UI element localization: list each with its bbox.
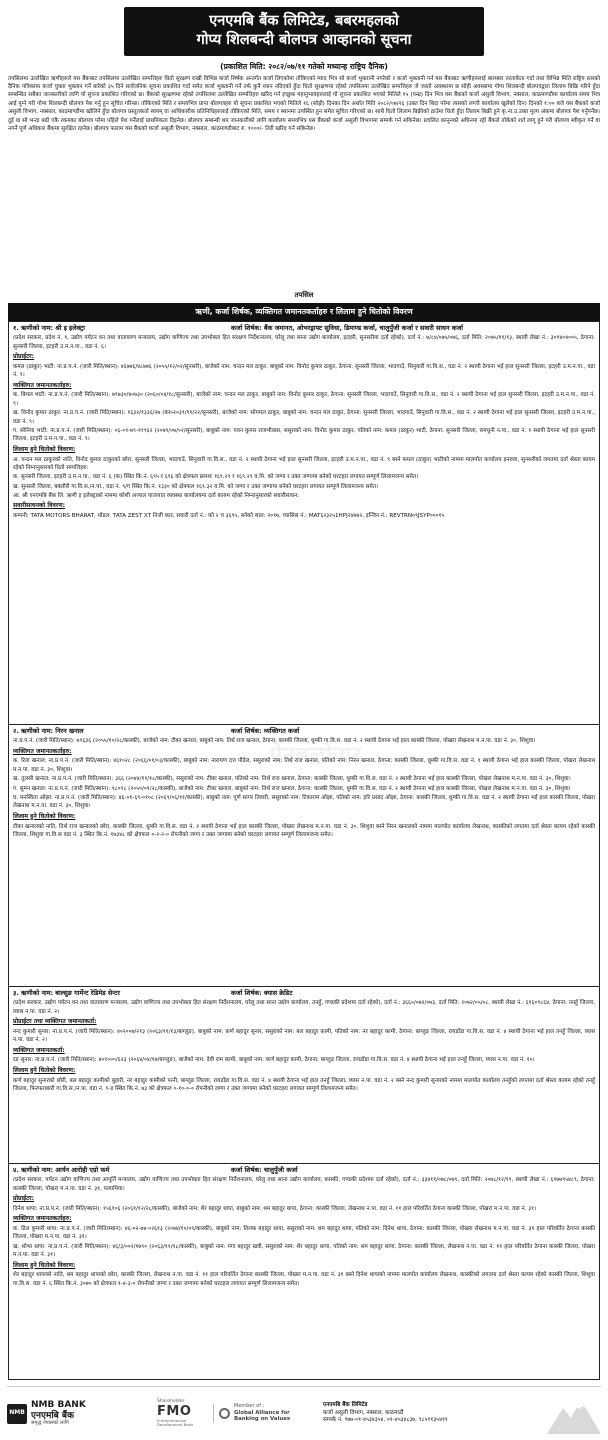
nmb-name-np: एनएमबि बैंक	[31, 1410, 74, 1421]
guarantor-label: व्यक्तिगत जमानतकर्ताहरु:	[13, 747, 72, 755]
published-note: (प्रकाशित मिति: २०८२/०७/११ गतेको मध्यान्ह राष्ट्रिय दैनिक)	[220, 61, 388, 71]
borrower-section-3	[9, 986, 599, 1163]
guarantor-item: क. रिता खनाल: ना.प्र.प.नं. (जारी मिति/स्थान): ४६१०२८ (२०६६/०१/०३/कास्की), बाबुको नाम: नारायण दत्त पौडेल, ससुराको नाम: तिर्थ राज खनाल, पतिको नाम: निरन खनाल, ठेगाना: कास्की जिल्ला, धुम्की गा.वि.स. वडा नं. १ स्थायी ठेगाना भई हाल कास्की जिल्ला, पोखरा लेखनाथ म.न.पा. वडा नं. ३०, शिशुवा।	[13, 758, 595, 773]
member-of-label: Member of :	[234, 1403, 265, 1410]
guarantor-item: ग. सोनिया भाटी: ना.प्र.प.नं. (जारी मिति/स्थान): ०६-०१-७९-११९६२ (२०७९/०७/०२/सुनसरी), बाबुको नाम: पवन कुमार राजभीवास, ससुराको नाम: विनोद कुमार ठाकुर, पतिको नाम: कमल (ठाकुर) भाटी, ठेगाना: सुनसरी जिल्ला, रामधुनी न.पा., वडा नं. १ स्थायी ठेगाना भई हाल सुनसरी जिल्ला, इटहरी उ.म.न.पा., वडा नं. ९।	[13, 427, 595, 443]
mountain-icon	[547, 1394, 601, 1434]
nmb-tagline: समृद्ध नेपालको लागि	[31, 1419, 69, 1426]
borrower-section-1	[9, 322, 599, 724]
fmo-logo	[157, 1400, 213, 1428]
collateral-label: लिलाम हुने धितोको विवरण:	[13, 812, 76, 820]
contact-address	[313, 1402, 547, 1425]
proprietor-label: प्रोप्राईटर तथा व्यक्तिगत जमानतकर्ता:	[13, 1017, 97, 1025]
table-title: ऋणी, कर्जा शिर्षक, व्यक्तिगत जमानतकर्ताहरु र लिलाम हुने धितोको विवरण	[8, 303, 600, 321]
proprietor-label: प्रोप्राईटर:	[13, 352, 35, 360]
borrower-section-4	[9, 1163, 599, 1379]
guarantor-item: घ. मनस्विता ओझा: ना.प्र.प.नं. (जारी मिति/स्थान): ४६-०१-६९-०१०८ (२०६९/०६/११/कास्की), बाबुको नाम: पुर्ण सागर तिवारी, ससुराको नाम: टिकाराम ओझा, पतिको नाम: हरि प्रसाद ओझा, ठेगाना: कास्की जिल्ला, धुम्की गा.वि.स. वडा नं. २ स्थायी ठेगाना भई हाल कास्की जिल्ला, पोखरा लेखनाथ म.न.पा. वडा नं. ३०, शिशुवा।	[13, 794, 595, 810]
guarantor-item: ख. विनोद कुमार ठाकुर: ना.प्र.प.नं. (जारी मिति/स्थान): १६३२/१३३६/२७ (का०२०३९/११/२२/सुनसरी), बाजेको नाम: सोगमल ठाकुर, बाबुको नाम: चन्दन मल ठाकुर, ठेगाना: सुनसरी जिल्ला, भादगाउँ, सिनुवारी गा.वि.स., वडा नं. २ स्थायी ठेगाना भई हाल सुनसरी जिल्ला, इटहरी उ.म.न.पा., वडा नं. ९।	[13, 410, 595, 425]
borrower-name: १. ऋणीको नाम: श्री इ इलेक्ट्रा	[13, 323, 85, 332]
header-line-1: एनएमबि बैंक लिमिटेड, बबरमहलको	[209, 13, 399, 29]
gabv-name: Global Alliance for Banking on Values	[234, 1409, 291, 1423]
collateral-item: कर्ण बहादुर सुनारको छोरी, बल बहादुर कामीको बुहारी, नर बहादुर कामीको पत्नी, बाग्लुङ जिल्ला, रायडाँडा गा.वि.स. वडा नं. ४ स्थायी ठेगाना भई हाल तनहुँ जिल्ला, व्यास न.पा. वडा नं. २ बस्ने नन्द कुमारी सुनारको नाममा मालपोत कार्यालय तनहुँको लगतमा दर्ता श्रेस्ता कायम रहेको तनहुँ जिल्ला, फिरफराबारी गा.वि.स./न.पा. वडा नं. ९-ड स्थित कि.नं. ७३ को क्षेत्रफल ०-१०-०-० रोपनीको जग्गा र उक्त जग्गामा बनेको घरटहरा लगायत सम्पूर्ण लिलामजन्य समेत।	[13, 1077, 595, 1092]
gabv-logo	[213, 1404, 313, 1423]
fmo-mark: FMO	[157, 1403, 192, 1419]
address-bank-name: एनएमबि बैंक लिमिटेड	[323, 1402, 368, 1409]
details-table	[8, 321, 600, 1380]
guarantor-item: रङ सुनार: ना.प्र.प.नं. (जारी मिति/स्थान): ४०९०००/६२३ (२०६४/०४/१७/बाग्लुङ), बाजेको नाम: देवी राम कामी, बाबुको नाम: कर्ण बहादुर कामी, ठेगाना: बाग्लुङ जिल्ला, रायडाँडा गा.वि.स. वडा नं. ४ स्थायी ठेगाना भई हाल तनहुँ जिल्ला, व्यास न.पा. वडा नं. १०।	[13, 1057, 535, 1064]
guarantor-item: क. डिल कुमारी थापा: ना.प्र.प.नं. (जारी मिति/स्थान): ४६-०२-७४-०२६१३ (२०७४/१०/०९/कास्की), बाबुको नाम: तिलक बहादुर थापा, ससुराको नाम: थम बहादुर थापा, पतिको नाम: दिनेश थापा, ठेगाना: कास्की जिल्ला, पोखरा लेखनाथ म.न.पा. वडा नं. ३१ हाल परिवर्तित ठेगाना कास्की जिल्ला, पोखरा म.न.पा. वडा नं. ३१।	[13, 1225, 595, 1241]
guarantor-label: व्यक्तिगत जमानतकर्ताहरु:	[13, 381, 72, 389]
loan-title: कर्जा शिर्षक: क्यास क्रेडिट	[231, 988, 293, 997]
borrower-registration: (प्रदेश सरकार, प्रदेश नं. १, उद्योग पर्यटन वन तथा वातावरण मन्त्रालय, उद्योग वाणिज्य तथा उपभोक्ता हित संरक्षण निर्देशनालय, घरेलु तथा साना उद्योग कार्यालय, इटहरी, सुनसरीमा दर्ता रहेको), दर्ता नं.: ७/८४/०७५/०७६, दर्ता मिति: २०७५/११/१३, स्थायी लेखा नं.: ३०१४०४००५, ठेगाना: सुनसरी जिल्ला, इटहरी उ.म.न.पा., वडा नं. ६।	[13, 335, 595, 350]
borrower-registration: (प्रदेश सरकार, पर्यटन उद्योग वाणिज्य तथा आपूर्ति मन्त्रालय, उद्योग वाणिज्य तथा उपभोक्ता हित संरक्षण निर्देशनालय, घरेलु तथा साना उद्योग कार्यालय, कास्की, गण्डकी प्रदेशमा दर्ता रहेको), दर्ता नं.: ३३४११/०७८/०७९, दर्ता मिति: २०७८/१२/११, स्थायी लेखा नं.: ६१७७९५४८९, ठेगाना: कास्की जिल्ला, पोखरा म.न.पा. वडा नं. ३१, पत्यामिया।	[13, 1177, 595, 1192]
borrower-name: २. ऋणीको नाम: निरन खनाल	[13, 726, 84, 735]
guarantor-item: ख. तुलसी खनाल: ना.प्र.प.नं. (जारी मिति/स्थान): ३६६ (२०४४/११/१८/कास्की), ससुराको नाम: टीका खनाल, पतिको नाम: तिर्थ राज खनाल, ठेगाना: कास्की जिल्ला, धुम्की गा.वि.स. वडा नं. २ स्थायी ठेगाना भई हाल कास्की जिल्ला, पोखरा लेखनाथ म.न.पा. वडा नं. ३०, शिशुवा।	[13, 776, 571, 783]
fmo-sub: Entrepreneurial Development Bank	[157, 1417, 194, 1428]
nmb-logo	[7, 1400, 157, 1426]
loan-title: कर्जा शिर्षक: व्यक्तिगत कर्जा	[231, 726, 300, 735]
collateral-label: लिलाम हुने धितोको विवरण:	[13, 1066, 76, 1074]
nmb-name-en: NMB BANK	[31, 1400, 86, 1411]
proprietor-details: कमल (ठाकुर) भाटी: ना.प्र.प.नं. (जारी मिति/स्थान): ४६७७६/४८७७६ (२०५५/१२/०२/सुनसरी), बाजेको नाम: चन्दन मल ठाकुर, बाबुको नाम: विनोद कुमार ठाकुर, ठेगाना: सुनसरी जिल्ला, भादगाउँ, सिनुवारी गा.वि.स., वडा नं. २ स्थायी ठेगाना भई हाल सुनसरी जिल्ला, इटहरी उ.म.न.पा., वडा नं. ९।	[13, 363, 595, 379]
collateral-item: ख. सुनसरी जिल्ला, बक्लौरी गा.वि.स./न.पा., वडा नं. ९/ग स्थित कि.नं. १३३० को क्षेत्रफल १६९.३२ व.मि. को जग्गा र उक्त जग्गामा बनेको घरटहरा लगायत सम्पूर्ण लिलामजन्य समेत।	[13, 483, 379, 490]
footer	[7, 1386, 601, 1438]
intro-paragraph: तपसिलमा उल्लेखित ऋणीहरुले यस बैंकबाट तपसिलमा उल्लेखित सम्पत्तिहरु धितो सुरक्षण राखी विभिन्न कर्जा शिर्षक अन्तर्गत कर्जा लिएकोमा तोकिएको म्याद भित्र सो कर्जा भुक्तानी नगरेको र कर्जा भुक्तानी गर्न यस बैंकबाट ऋणीहरुलाई बारम्बार तरताकेता गर्दा तथा विभिन्न मिति राष्ट्रिय स्तरको दैनिक पत्रिकामा कर्जा चुक्ता भुक्तान गर्ने बारेको ३५ दिने सार्वजनिक सूचना प्रकाशित गर्दा समेत कर्जा भुक्तानी गर्ने तर्फ कुनै ध्यान नदिएको हुँदा धितो सुरक्षणमा रहेको तपसिलमा उल्लेखित सम्पत्तिहरु जे जस्तो अवस्थामा छ सोही अवस्थामा गोप्य शिलबन्दी बोलपत्रद्वारा लिलाम बिक्रि गरिने हुँदा सम्बन्धित सबैका जानकारीको लागि यो सुचना प्रकाशित गरिएको छ। बैंकको सुरक्षणमा रहेको तपसिलमा उल्लेखित सम्पत्तिहरु खरिद गर्न इच्छुक महानुभावहरुलाई यो सुचना प्रकाशित भएको मितिले १५ (पन्ध्र) दिन भित्र यस बैंकको कर्जा असुली विभाग, नक्साल, काठमाण्डौमा कार्यालय समय भित्र आई पुग्ने गरी गोप्य शिलबन्दी बोलपत्र पेश गर्नु हुन सूचित गरिन्छ। तोकिएको मिति र समयभित्र प्राप्त बोलपत्रहरु यो सूचना प्रकाशित भएको मितिले १६ (सोह्रौ) दिनका दिन अर्थात मिति २०८२/०७/२६ (उक्त दिन बिदा परेमा त्यसको लगत्तै कार्यालय खुलेको दिन) दिनको १:०० बजे यस बैंकको कर्जा असुली विभाग, नक्साल, काठमाण्डौमा खोलिने हुँदा बोलपत्र प्रस्तुतकर्ता स्वयम् वा आधिकारीक प्रतिनिधिहरुलाई तोकिएको मिति, समय र स्थानमा उपस्थित हुन समेत सूचित गरिएको छ। साथै धितो लिलाम बिक्रीको ठाउँमा धितो हुँदा लिलाम बिक्री हुने कृ.ना.उ.उक्त मुल्य अंकमा बोलपत्र पेश गर्नुपर्नेछ। दुई वा सो भन्दा बढी एकै रकमका बोलपत्र परेमा पहिले पेश गर्नेलाई प्राथमिकता दिइनेछ। बोलपत्र सम्बन्धी थप जानकारीको लागि कार्यालय समयभित्र यस बैंकको कर्जा असुली विभागमा सम्पर्क गर्न सकिनेछ। प्रचलित कानुनको अधिनमा रही बैंकले तोकेको शर्त लागू हुने गरी बोलपत्र स्वीकृत गर्ने वा नगर्ने पूर्ण अधिकार बैंकमा सुरक्षित रहनेछ। बोलपत्र फाराम यस बैंकको कर्जा असुली विभाग, नक्साल, काठमाण्डौबाट रु. १०००/- तिरी खरिद गर्न सकिनेछ।	[8, 75, 600, 133]
vehicle-label: सवारीसाधनको विवरण:	[13, 502, 66, 510]
guarantor-item: ख. शोभा थापा: ना.प्र.प.नं. (जारी मिति/स्थान): ४६/३/००२/१७९० (२०६३/११/१८/कास्की), बाबुको नाम: गंगा बहादुर खत्री, ससुराको नाम: शेर बहादुर थापा, पतिको नाम: थम बहादुर थापा, ठेगाना: कास्की जिल्ला, लेखनाथ न.पा. वडा नं. ११ हाल परिवर्तित ठेगाना कास्की जिल्ला, पोखरा म.न.पा. वडा नं. ३१।	[13, 1243, 595, 1259]
nmb-logo-icon: NMB	[7, 1404, 27, 1424]
loan-title: कर्जा शिर्षक: चालुपुँजी कर्जा	[231, 1165, 298, 1174]
guarantor-label: व्यक्तिगत जमानतकर्ताहरु:	[13, 1215, 72, 1223]
collateral-item: शेर बहादुर थापाको नाति, थम बहादुर थापाको छोरा, कास्की जिल्ला, लेखनाथ न.पा. वडा नं. ११ हाल परिवर्तित ठेगाना कास्की जिल्ला, पोखरा म.न.पा. वडा नं. ३१ बस्ने दिनेश थापाको नाममा मालपोत कार्यालय लेखनाथ, कास्कीको लगतमा दर्ता श्रेस्ता कायम रहेको कास्की जिल्ला, शिशुवा गा.वि.स. वडा नं. ६ स्थित कि.नं. ३०७० को क्षेत्रफल १-४-३-० रोपनीको जग्गा र उक्त जग्गामा बनेको घरटहरा लगायत सम्पूर्ण लिलामजन्य समेत।	[13, 1272, 595, 1287]
header-line-2: गोप्य शिलबन्दी बोलपत्र आव्हानको सूचना	[196, 31, 412, 48]
collateral-label: लिलाम हुने धितोको विवरण:	[13, 445, 76, 453]
guarantor-item: ग. सुमन खनाल: ना.प्र.प.नं. (जारी मिति/स्थान): १८०९८ (२०५०/०१/२८/कास्की), बाजेको नाम: टीका खनाल, बाबुको नाम: तिर्थ राज खनाल, ठेगाना: कास्की जिल्ला, धुम्की गा.वि.स. वडा नं. २ स्थायी ठेगाना भई हाल कास्की जिल्ला, पोखरा लेखनाथ म.न.पा. वडा नं. ३०, शिशुवा।	[13, 785, 571, 792]
loan-title: कर्जा शिर्षक: बैंक जमानत, ओभरड्राफ्ट सुविधा, डिमाण्ड कर्जा, चालुपुँजी कर्जा र सवारी साधन कर्जा	[231, 323, 464, 332]
borrower-name: ४. ऋणीको नाम: आर्यन आरोही एग्रो फर्म	[13, 1165, 110, 1174]
borrower-registration: (प्रदेश सरकार, उद्योग पर्यटन वन तथा वातावरण मन्त्रालय, उद्योग वाणिज्य तथा उपभोक्ता हित संरक्षण निर्देशनालय, घरेलु तथा साना उद्योग कार्यालय, तनहुँ, गण्डकी प्रदेशमा दर्ता रहेको), दर्ता नं.: ३६६०/०७२/०७३, दर्ता मिति: २०७२/०५/०८, स्थायी लेखा नं.: ६१६०९८६४, ठेगाना: तनहुँ जिल्ला, व्यास न.पा. वडा नं. २।	[13, 1000, 595, 1015]
tapsil-heading: तपसिल	[294, 290, 314, 299]
gabv-circle-icon	[219, 1408, 230, 1419]
collateral-item: टीका खनालको नाति, तिर्थ राज खनालको छोरा, कास्की जिल्ला, धुम्की गा.वि.स. वडा नं. २ स्थायी ठेगाना भई हाल कास्की जिल्ला, पोखरा लेखनाथ म.न.पा. वडा नं. ३०, शिशुवा बस्ने निरन खनालको नाममा मालपोत कार्यालय लेखनाथ, कास्कीको लगतमा दर्ता श्रेस्ता कायम रहेको कास्की जिल्ला, शिशुवा गा.वि.स वडा नं. ३ स्थित कि.नं. १७३४८ को क्षेत्रफल ०-२-२-० रोपनीको जग्गा र उक्त जग्गामा बनेको घरटहरा लगायत सम्पूर्ण लिलामजन्य समेत।	[13, 823, 595, 838]
address-department: कर्जा असुली विभाग, नक्साल, काठमाडौं	[323, 1409, 404, 1416]
proprietor-details: नन्द कुमारी सुनार: ना.प्र.प.नं. (जारी मिति/स्थान): ४०२००७/२१३ (२०६३/११/१३/बाग्लुङ), बाबुको नाम: कर्ण बहादुर सुनार, ससुराको नाम: बल बहादुर कामी, पतिको नाम: नर बहादुर कामी, ठेगाना: बाग्लुङ जिल्ला, रायडाँडा गा.वि.स. वडा नं. ४ स्थायी ठेगाना भई हाल तनहुँ जिल्ला, व्यास न.पा. वडा नं. २।	[13, 1028, 595, 1044]
proprietor-details: दिनेश थापा: ना.प्र.प.नं. (जारी मिति/स्थान): १५६१०६ (२०६१/१२/२८/कास्की), बाजेको नाम: शेर बहादुर थापा, बाबुको नाम: थम बहादुर थापा, ठेगाना: कास्की जिल्ला, लेखनाथ न.पा. वडा नं. ११ हाल परिवर्तित ठेगाना कास्की जिल्ला, पोखरा म.न.पा. वडा नं. ३१।	[13, 1205, 537, 1212]
watermark: ऐनबल्फ़ेयर	[270, 743, 363, 768]
guarantor-label: व्यक्तिगत जमानतकर्ता:	[13, 1046, 65, 1054]
collateral-item: क. सुनसरी जिल्ला, इटहरी उ.म.न.पा., वडा नं. ६ (क) स्थित कि.नं. ६९५ र ६९६ को क्षेत्रफल क्रमशः १६९.२९ र १६९.२९ व.मि. को जग्गा र उक्त जग्गामा बनेको घरटहरा लगायत सम्पूर्ण लिलामजन्य समेत।	[13, 474, 419, 481]
borrower-section-2	[9, 724, 599, 986]
borrower-registration: ना.प्र.प.नं. (जारी मिति/स्थान): ७९६३६ (२०५५/१०/२८/कास्की), बाजेको नाम: टीका खनाल, बाबुको नाम: तिर्थ राज खनाल, ठेगाना: कास्की जिल्ला, धुम्की गा.वि.स. वडा नं. २ स्थायी ठेगाना भई हाल कास्की जिल्ला, पोखरा लेखनाथ म.न.पा. वडा नं. ३०, शिशुवा।	[13, 738, 536, 745]
collateral-item: आ. श्री एनएमबि बैंक लि. ऋणी इ इलेक्ट्राको नाममा कोशी अञ्चल यातायात व्यवस्था कार्यालयमा दर्ता कायम रहेको निम्नानुसारको सवारीसाधन:	[13, 493, 300, 500]
fmo-top: Shareholder	[157, 1398, 185, 1404]
address-phone: सम्पर्क नं. ९७७-०१-४५३४३५४, ०१-४५३४८३७, ९८५११३५४११	[323, 1417, 448, 1424]
notice-header	[124, 7, 484, 56]
borrower-name: ३. ऋणीको नाम: बाल्सुङ गार्मेन्ट रेडिमेड सेन्टर	[13, 988, 121, 997]
collateral-label: लिलाम हुने धितोको विवरण:	[13, 1261, 76, 1269]
proprietor-label: प्रोप्राईटर:	[13, 1194, 35, 1202]
vehicle-details: कम्पनी: TATA MOTORS BHARAT, मोडल: TATA ZEST XT निजी कार, सवारी दर्ता नं.: को २ च ३६९५, बनेको साल: २०१७, च्यासिस नं.: MAT६२३२५1HPJ२४७४२, इन्जिन नं.: REVTRN०९JSYP०००१५	[13, 513, 445, 520]
collateral-item: अ. चन्दन मल ठाकुरको नाति, विनोद कुमार ठाकुरको छोरा, सुनसरी जिल्ला, भादगाउँ, सिनुवारी गा.वि.स., वडा नं. २ स्थायी ठेगाना भई हाल सुनसरी जिल्ला, इटहरी उ.म.न.पा., वडा नं. ९ बस्ने कमल (ठाकुर) भाटीको नाममा मालपोत कार्यालय इनरुवा, सुनसरीको लगतमा दर्ता श्रेस्ता कायम रहेको निम्नानुसारको धितो सम्पत्तिहरु:	[13, 456, 595, 471]
guarantor-item: क. बिमल भाटी: ना.प्र.प.नं. (जारी मिति/स्थान): ७९७३०/४०७३० (२०६०/०४/१८/सुनसरी), बाजेको नाम: चन्दन मल ठाकुर, बाबुको नाम: विनोद कुमार ठाकुर, ठेगाना: सुनसरी जिल्ला, भादगाउँ, सिनुवारी गा.वि.स., वडा नं. २ स्थायी ठेगाना भई हाल सुनसरी जिल्ला, इटहरी उ.म.न.पा., वडा नं. ९।	[13, 392, 595, 407]
